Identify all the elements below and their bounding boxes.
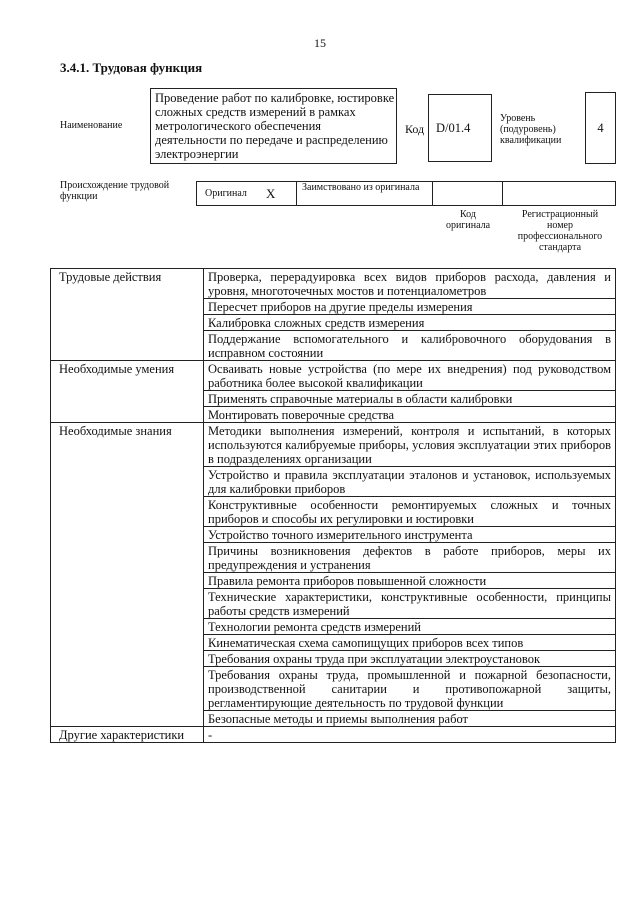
table-cell: Применять справочные материалы в области калибровки [204, 391, 616, 407]
table-cell: - [204, 727, 616, 743]
table-cell: Технологии ремонта средств измерений [204, 619, 616, 635]
origin-divider-1 [296, 181, 297, 206]
table-row [51, 423, 616, 467]
code-caption: Код оригинала [445, 209, 491, 231]
table-cell: Устройство и правила эксплуатации эталонов и установок, используемых для калибровки приборов [204, 467, 616, 497]
page-number: 15 [314, 36, 326, 50]
section-title: Необходимые знания [51, 423, 204, 727]
table-cell: Причины возникновения дефектов в работе приборов, меры их предупреждения и устранения [204, 543, 616, 573]
table-cell: Технические характеристики, конструктивные особенности, принципы работы средств измерений [204, 589, 616, 619]
borrowed-label: Заимствовано из оригинала [302, 182, 420, 193]
table-cell: Поддержание вспомогательного и калибровочного оборудования в исправном состоянии [204, 331, 616, 361]
table-cell: Правила ремонта приборов повышенной сложности [204, 573, 616, 589]
table-cell: Пересчет приборов на другие пределы измерения [204, 299, 616, 315]
labor-function-table [50, 268, 616, 743]
table-cell: Монтировать поверочные средства [204, 407, 616, 423]
code-label: Код [405, 122, 425, 136]
origin-divider-2 [432, 181, 433, 206]
section-title: Другие характеристики [51, 727, 204, 743]
table-cell: Требования охраны труда при эксплуатации электроустановок [204, 651, 616, 667]
section-heading: 3.4.1. Трудовая функция [60, 60, 203, 75]
table-cell: Конструктивные особенности ремонтируемых сложных и точных приборов и способы их регулировки и юстировки [204, 497, 616, 527]
origin-label: Происхождение трудовой функции [60, 180, 170, 202]
table-row [51, 727, 616, 743]
original-label: Оригинал [205, 188, 247, 199]
table-cell: Осваивать новые устройства (по мере их внедрения) под руководством работника более высокой квалификации [204, 361, 616, 391]
level-value: 4 [597, 121, 604, 135]
code-value: D/01.4 [436, 121, 471, 135]
table-cell: Калибровка сложных средств измерения [204, 315, 616, 331]
reg-caption: Регистрационный номер профессионального стандарта [517, 209, 603, 253]
original-mark: X [266, 186, 276, 201]
section-title: Трудовые действия [51, 269, 204, 361]
table-cell: Безопасные методы и приемы выполнения работ [204, 711, 616, 727]
table-cell: Кинематическая схема самопищущих приборов всех типов [204, 635, 616, 651]
table-cell: Методики выполнения измерений, контроля и испытаний, в которых используются калибруемые приборы, условия эксплуатации этих приборов в подразделениях организации [204, 423, 616, 467]
section-title: Необходимые умения [51, 361, 204, 423]
origin-divider-3 [502, 181, 503, 206]
table-row [51, 269, 616, 299]
table-cell: Устройство точного измерительного инструмента [204, 527, 616, 543]
table-cell: Проверка, перерадуировка всех видов приборов расхода, давления и уровня, многоточечных мостов и потенциалометров [204, 269, 616, 299]
name-label: Наименование [60, 120, 123, 131]
table-cell: Требования охраны труда, промышленной и пожарной безопасности, производственной санитарии и противопожарной защиты, регламентирующие деятельность по трудовой функции [204, 667, 616, 711]
table-row [51, 361, 616, 391]
level-label: Уровень (подуровень) квалификации [500, 113, 562, 146]
name-value: Проведение работ по калибровке, юстировке сложных средств измерений в рамках метрологического обеспечения деятельности по передаче и распределению электроэнергии [155, 91, 395, 161]
